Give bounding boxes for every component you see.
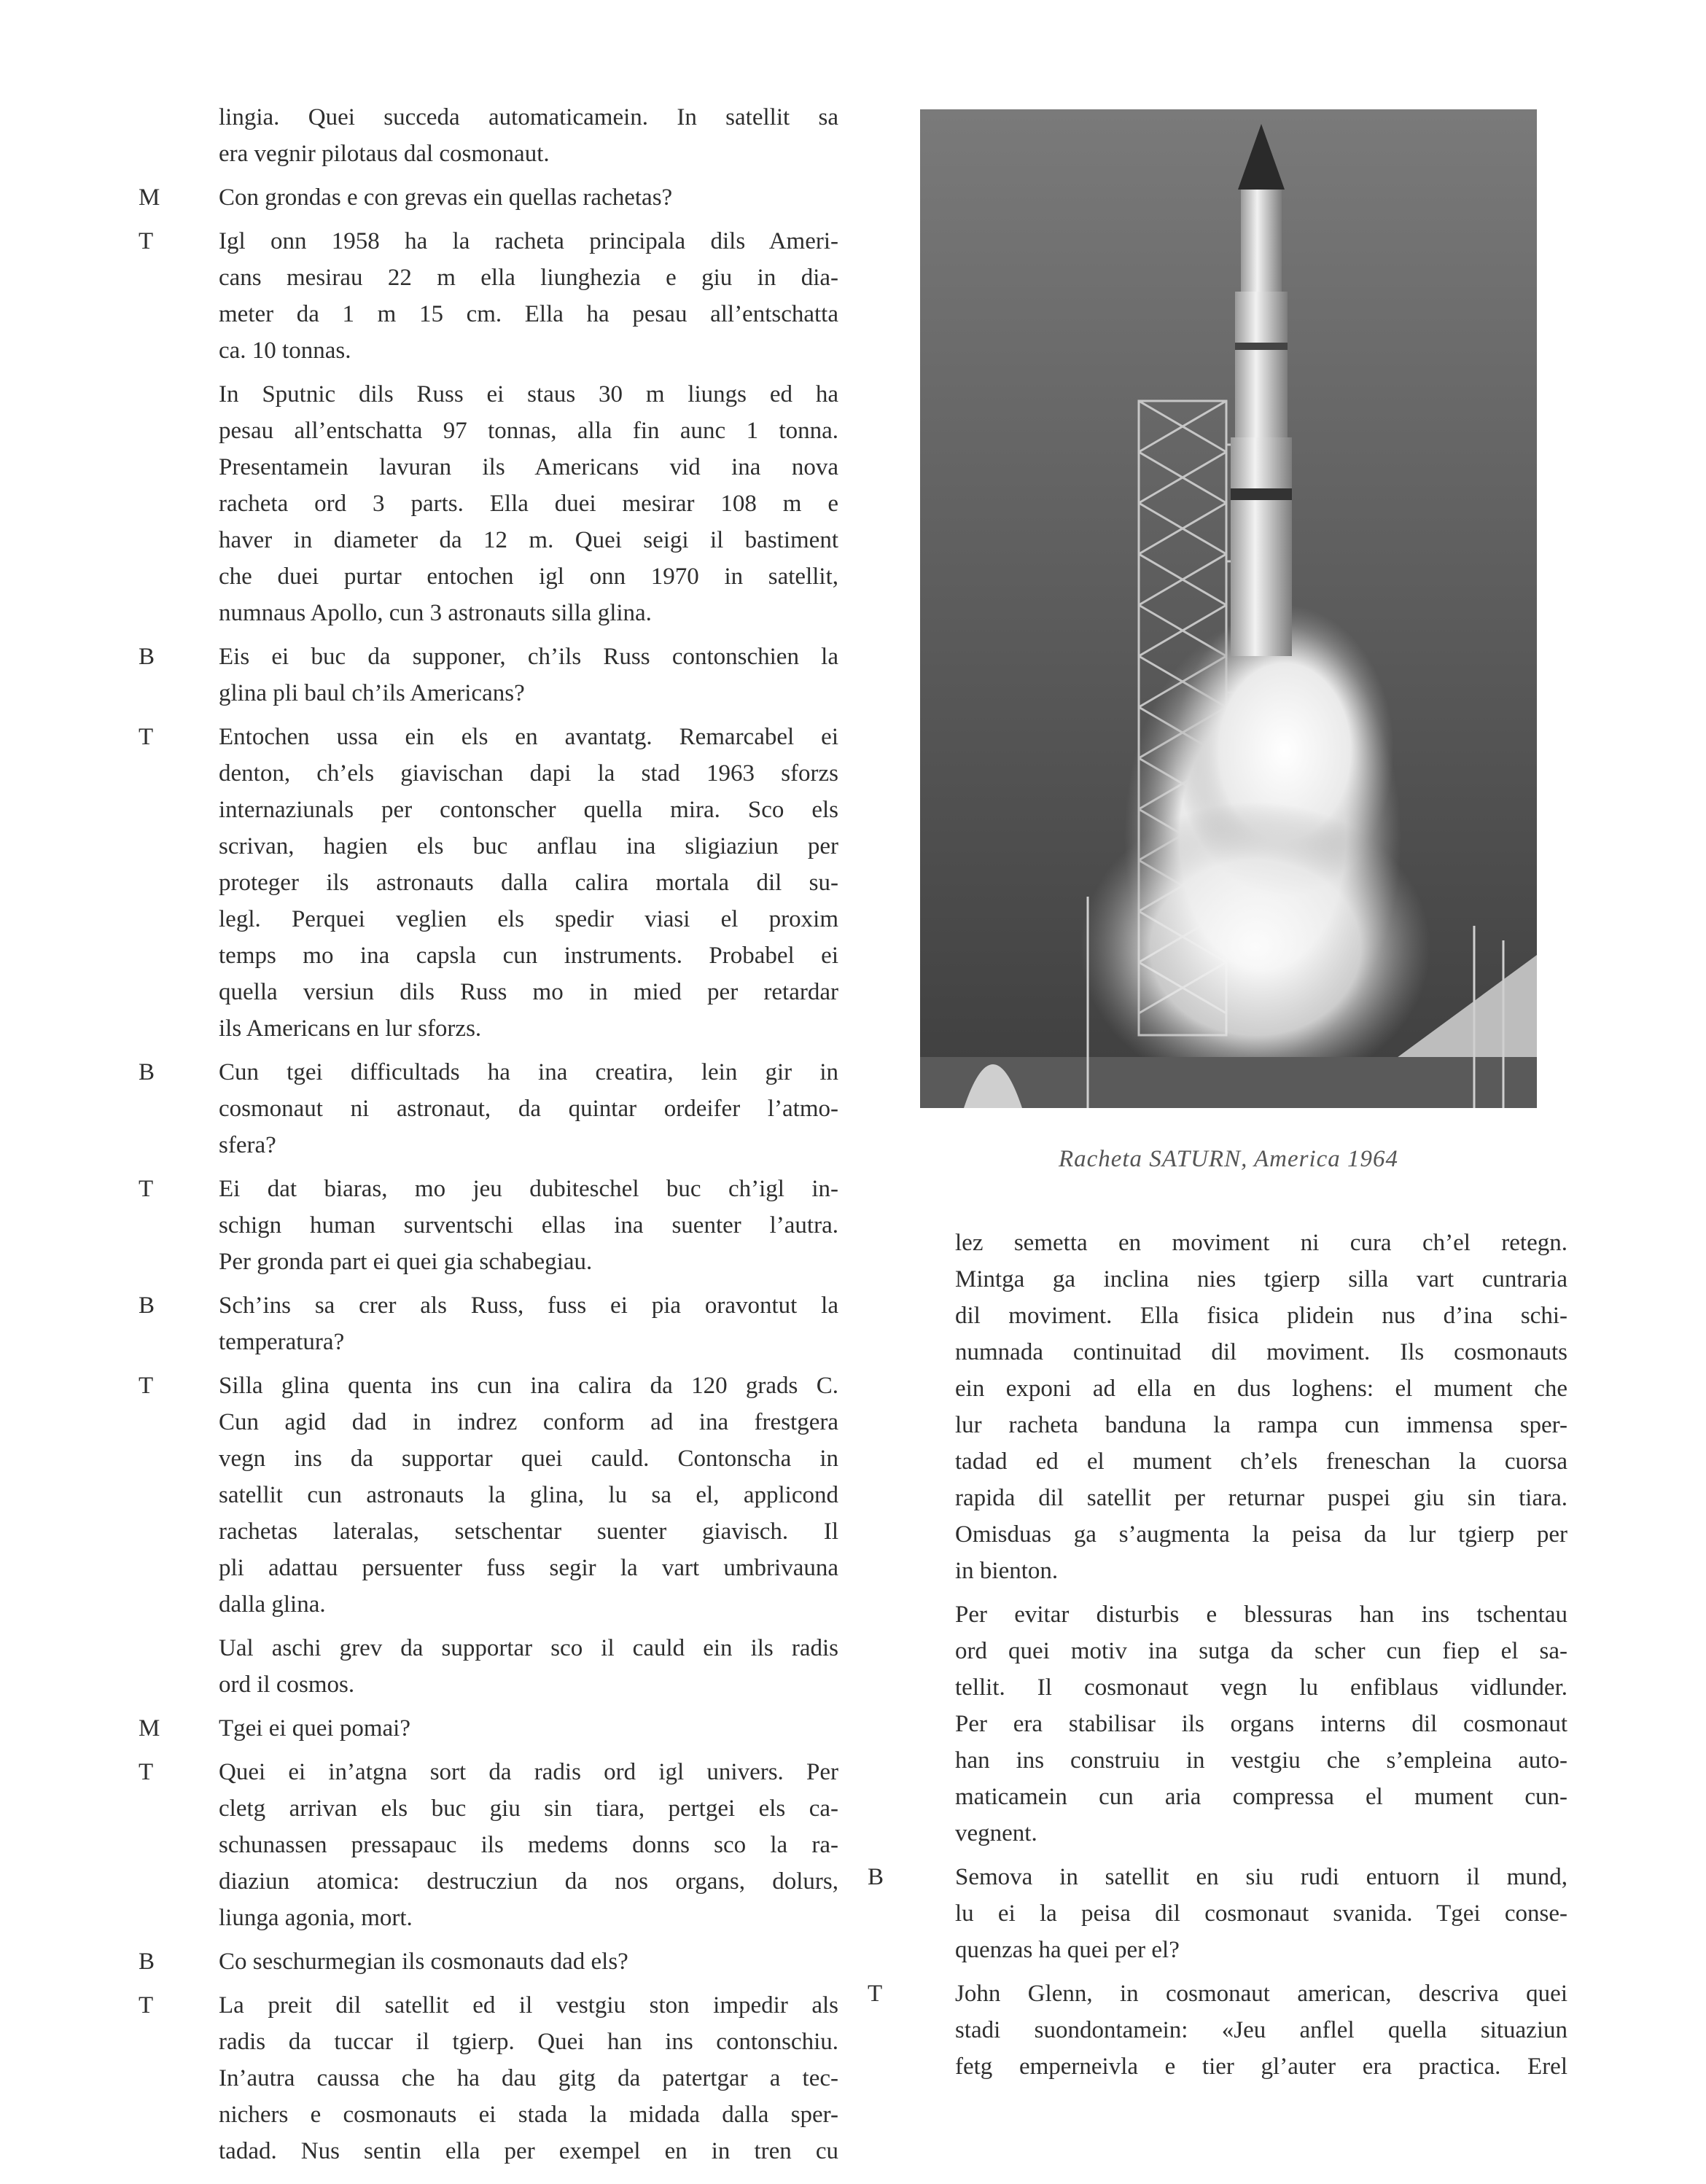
line-text: quella versiun dils Russ mo in mied per retardar xyxy=(219,979,838,1005)
line-text: numnaus Apollo, cun 3 astronauts silla glina. xyxy=(219,600,652,626)
line-text: Tgei ei quei pomai? xyxy=(219,1715,410,1742)
line-text: Silla glina quenta ins cun ina calira da 120 grads C. xyxy=(219,1373,838,1399)
text-line xyxy=(868,1633,1567,1669)
text-line xyxy=(139,179,838,223)
text-line xyxy=(139,1368,838,1404)
line-text: sfera? xyxy=(219,1132,276,1158)
line-text: satellit cun astronauts la glina, lu sa el, applicond xyxy=(219,1482,838,1508)
speaker-label: T xyxy=(139,1373,154,1399)
line-text: Per era stabilisar ils organs interns dil cosmonaut xyxy=(955,1711,1567,1737)
line-text: scrivan, hagien els buc anflau ina sligiaziun per xyxy=(219,833,838,859)
text-line xyxy=(139,1091,838,1127)
text-line xyxy=(868,1480,1567,1516)
line-text: Semova in satellit en siu rudi entuorn il mund, xyxy=(955,1864,1567,1890)
line-text: In Sputnic dils Russ ei staus 30 m liungs ed ha xyxy=(219,381,838,407)
line-text: diaziun atomica: destrucziun da nos organs, dolurs, xyxy=(219,1868,838,1895)
text-line xyxy=(139,755,838,792)
text-line xyxy=(139,1666,838,1710)
speaker-label: T xyxy=(139,724,154,750)
text-line xyxy=(139,332,838,376)
text-line xyxy=(868,2048,1567,2085)
line-text: fetg emperneivla e tier gl’auter era practica. Erel xyxy=(955,2054,1567,2080)
text-line xyxy=(868,1298,1567,1334)
line-text: schunassen pressapauc ils medems donns sco la ra- xyxy=(219,1832,838,1858)
speaker-label: T xyxy=(139,1759,154,1785)
text-line xyxy=(868,1742,1567,1779)
line-text: internaziunals per contonscher quella mira. Sco els xyxy=(219,797,838,823)
text-line xyxy=(868,1370,1567,1407)
line-text: vegnent. xyxy=(955,1820,1037,1846)
text-line xyxy=(139,1127,838,1171)
line-text: Presentamein lavuran ils Americans vid ina nova xyxy=(219,454,838,480)
text-line xyxy=(139,865,838,901)
speaker-label: T xyxy=(139,228,154,254)
text-line xyxy=(139,1010,838,1054)
text-line xyxy=(139,1710,838,1754)
line-text: Quei ei in’atgna sort da radis ord igl univers. Per xyxy=(219,1759,838,1785)
line-text: radis da tuccar il tgierp. Quei han ins contonschiu. xyxy=(219,2029,838,2055)
speaker-label: M xyxy=(139,1715,160,1742)
text-line xyxy=(139,1900,838,1943)
line-text: lur racheta banduna la rampa cun immensa sper- xyxy=(955,1412,1567,1438)
text-line xyxy=(139,449,838,485)
line-text: lu ei la peisa dil cosmonaut svanida. Tgei conse- xyxy=(955,1900,1567,1927)
line-text: John Glenn, in cosmonaut american, descriva quei xyxy=(955,1981,1567,2007)
line-text: Ual aschi grev da supportar sco il cauld ein ils radis xyxy=(219,1635,838,1661)
line-text: rachetas lateralas, setschentar suenter giavisch. Il xyxy=(219,1518,838,1545)
text-line xyxy=(868,1334,1567,1370)
text-line xyxy=(139,296,838,332)
text-line xyxy=(139,99,838,136)
text-line xyxy=(868,1553,1567,1596)
text-line xyxy=(868,1932,1567,1976)
text-line xyxy=(139,901,838,937)
text-line xyxy=(868,1706,1567,1742)
line-text: temps mo ina capsla cun instruments. Probabel ei xyxy=(219,943,838,969)
text-line xyxy=(139,1943,838,1987)
text-line xyxy=(868,1895,1567,1932)
line-text: temperatura? xyxy=(219,1329,345,1355)
speaker-label: B xyxy=(139,644,155,670)
text-line xyxy=(139,1287,838,1324)
line-text: Ei dat biaras, mo jeu dubiteschel buc ch’igl in- xyxy=(219,1176,838,1202)
text-line xyxy=(868,1779,1567,1815)
speaker-label: T xyxy=(139,1176,154,1202)
text-line xyxy=(139,595,838,639)
text-line xyxy=(139,1477,838,1513)
text-line xyxy=(868,1443,1567,1480)
line-text: Co seschurmegian ils cosmonauts dad els? xyxy=(219,1949,628,1975)
figure-caption: Racheta SATURN, America 1964 xyxy=(1058,1146,1399,1172)
line-text: Igl onn 1958 ha la racheta principala dils Ameri- xyxy=(219,228,838,254)
text-line xyxy=(139,1630,838,1666)
text-line xyxy=(868,1407,1567,1443)
line-text: Sch’ins sa crer als Russ, fuss ei pia oravontut la xyxy=(219,1292,838,1319)
text-line xyxy=(868,1225,1567,1261)
line-text: numnada continuitad dil moviment. Ils cosmonauts xyxy=(955,1339,1567,1365)
line-text: era vegnir pilotaus dal cosmonaut. xyxy=(219,141,550,167)
speaker-label: T xyxy=(139,1992,154,2019)
text-line xyxy=(139,2097,838,2133)
text-line xyxy=(139,2060,838,2097)
text-line xyxy=(139,675,838,719)
text-line xyxy=(139,719,838,755)
line-text: meter da 1 m 15 cm. Ella ha pesau all’entschatta xyxy=(219,301,838,327)
line-text: tadad. Nus sentin ella per exempel en in tren cu xyxy=(219,2138,838,2164)
text-line xyxy=(139,1586,838,1630)
line-text: Per gronda part ei quei gia schabegiau. xyxy=(219,1249,593,1275)
text-line xyxy=(139,1171,838,1207)
text-line xyxy=(139,1754,838,1790)
text-line xyxy=(139,1827,838,1863)
line-text: Entochen ussa ein els en avantatg. Remarcabel ei xyxy=(219,724,838,750)
line-text: ein exponi ad ella en dus loghens: el mument che xyxy=(955,1376,1567,1402)
text-line xyxy=(868,1815,1567,1859)
line-text: lingia. Quei succeda automaticamein. In satellit sa xyxy=(219,104,838,130)
text-line xyxy=(139,1404,838,1440)
right-column xyxy=(868,1225,1567,2085)
line-text: che duei purtar entochen igl onn 1970 in satellit, xyxy=(219,563,838,590)
speaker-label: B xyxy=(139,1949,155,1975)
line-text: quenzas ha quei per el? xyxy=(955,1937,1180,1963)
text-line xyxy=(139,485,838,522)
speaker-label: B xyxy=(139,1292,155,1319)
text-line xyxy=(868,1516,1567,1553)
line-text: ord quei motiv ina sutga da scher cun fiep el sa- xyxy=(955,1638,1567,1664)
text-line xyxy=(868,1261,1567,1298)
line-text: glina pli baul ch’ils Americans? xyxy=(219,680,525,706)
text-line xyxy=(139,1440,838,1477)
line-text: Cun agid dad in indrez conform ad ina frestgera xyxy=(219,1409,838,1435)
line-text: pesau all’entschatta 97 tonnas, alla fin aunc 1 tonna. xyxy=(219,418,838,444)
line-text: Eis ei buc da supponer, ch’ils Russ contonschien la xyxy=(219,644,838,670)
line-text: ca. 10 tonnas. xyxy=(219,338,351,364)
text-line xyxy=(139,2024,838,2060)
line-text: tadad ed el mument ch’els freneschan la cuorsa xyxy=(955,1448,1567,1475)
text-line xyxy=(868,1859,1567,1895)
line-text: liunga agonia, mort. xyxy=(219,1905,413,1931)
text-line xyxy=(139,792,838,828)
left-column xyxy=(139,99,838,2169)
text-line xyxy=(139,1207,838,1244)
line-text: maticamein cun aria compressa el mument cun- xyxy=(955,1784,1567,1810)
line-text: cletg arrivan els buc giu sin tiara, pertgei els ca- xyxy=(219,1795,838,1822)
line-text: Con grondas e con grevas ein quellas rachetas? xyxy=(219,184,673,211)
text-line xyxy=(139,639,838,675)
line-text: tellit. Il cosmonaut vegn lu enfiblaus vidlunder. xyxy=(955,1674,1567,1701)
line-text: dalla glina. xyxy=(219,1591,326,1618)
text-line xyxy=(139,1513,838,1550)
line-text: cans mesirau 22 m ella liunghezia e giu in dia- xyxy=(219,265,838,291)
text-line xyxy=(139,1550,838,1586)
line-text: Per evitar disturbis e blessuras han ins tschentau xyxy=(955,1602,1567,1628)
text-line xyxy=(868,2012,1567,2048)
line-text: Omisduas ga s’augmenta la peisa da lur tgierp per xyxy=(955,1521,1567,1548)
line-text: La preit dil satellit ed il vestgiu ston impedir als xyxy=(219,1992,838,2019)
text-line xyxy=(868,1596,1567,1633)
line-text: lez semetta en moviment ni cura ch’el retegn. xyxy=(955,1230,1567,1256)
text-line xyxy=(139,522,838,558)
text-line xyxy=(139,223,838,260)
text-line xyxy=(868,1669,1567,1706)
text-line xyxy=(139,1244,838,1287)
text-line xyxy=(139,1324,838,1368)
line-text: schign human surventschi ellas ina suenter l’autra. xyxy=(219,1212,838,1239)
line-text: vegn ins da supportar quei cauld. Contonscha in xyxy=(219,1446,838,1472)
rocket-photo xyxy=(920,109,1537,1108)
text-line xyxy=(139,974,838,1010)
line-text: Mintga ga inclina nies tgierp silla vart cuntraria xyxy=(955,1266,1567,1292)
line-text: legl. Perquei veglien els spedir viasi el proxim xyxy=(219,906,838,932)
line-text: pli adattau persuenter fuss segir la vart umbrivauna xyxy=(219,1555,838,1581)
text-line xyxy=(139,937,838,974)
line-text: racheta ord 3 parts. Ella duei mesirar 108 m e xyxy=(219,491,838,517)
line-text: rapida dil satellit per returnar puspei giu sin tiara. xyxy=(955,1485,1567,1511)
text-line xyxy=(139,413,838,449)
line-text: stadi suondontamein: «Jeu anflel quella situaziun xyxy=(955,2017,1567,2043)
text-line xyxy=(139,376,838,413)
text-line xyxy=(139,1987,838,2024)
line-text: han ins construiu in vestgiu che s’empleina auto- xyxy=(955,1747,1567,1774)
line-text: dil moviment. Ella fisica plidein nus d’ina schi- xyxy=(955,1303,1567,1329)
speaker-label: B xyxy=(139,1059,155,1085)
line-text: nichers e cosmonauts ei stada la midada dalla sper- xyxy=(219,2102,838,2128)
line-text: Cun tgei difficultads ha ina creatira, lein gir in xyxy=(219,1059,838,1085)
speaker-label: B xyxy=(868,1864,884,1890)
text-line xyxy=(139,828,838,865)
text-line xyxy=(139,1863,838,1900)
line-text: in bienton. xyxy=(955,1558,1059,1584)
line-text: haver in diameter da 12 m. Quei seigi il bastiment xyxy=(219,527,838,553)
line-text: proteger ils astronauts dalla calira mortala dil su- xyxy=(219,870,838,896)
text-line xyxy=(139,558,838,595)
text-line xyxy=(139,1054,838,1091)
line-text: In’autra caussa che ha dau gitg da patertgar a tec- xyxy=(219,2065,838,2091)
text-line xyxy=(139,2133,838,2169)
line-text: ord il cosmos. xyxy=(219,1672,355,1698)
text-line xyxy=(139,136,838,179)
line-text: denton, ch’els giavischan dapi la stad 1963 sforzs xyxy=(219,760,838,787)
speaker-label: M xyxy=(139,184,160,211)
text-line xyxy=(139,260,838,296)
rocket-launch-photo-icon xyxy=(920,109,1537,1108)
line-text: ils Americans en lur sforzs. xyxy=(219,1015,482,1042)
text-line xyxy=(139,1790,838,1827)
speaker-label: T xyxy=(868,1981,883,2007)
line-text: cosmonaut ni astronaut, da quintar ordeifer l’atmo- xyxy=(219,1096,838,1122)
text-line xyxy=(868,1976,1567,2012)
